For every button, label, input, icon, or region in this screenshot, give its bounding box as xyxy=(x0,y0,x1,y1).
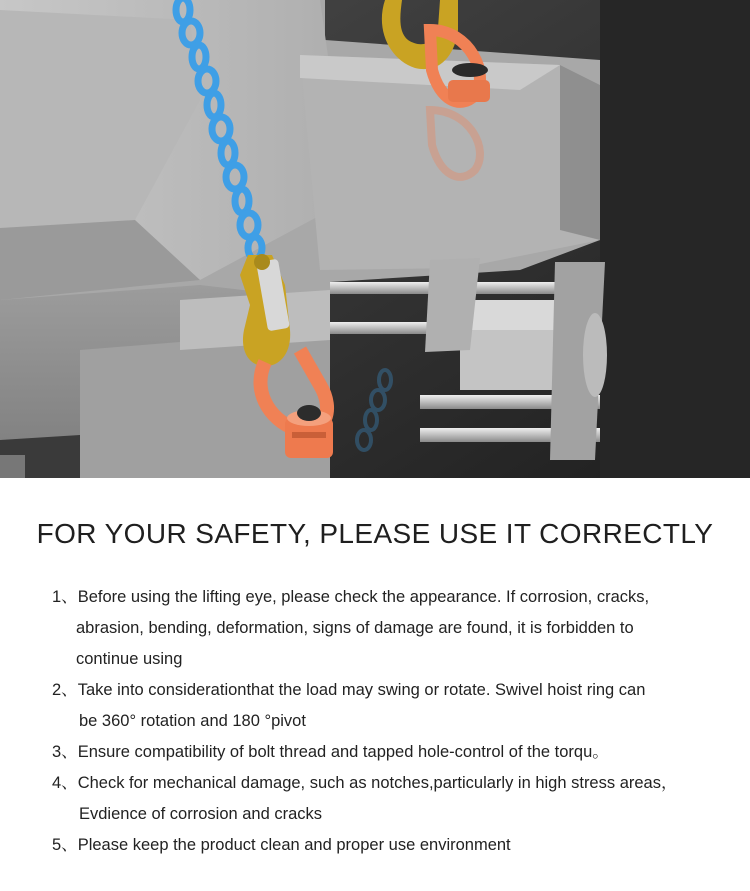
list-number: 2、 xyxy=(52,681,78,699)
list-number: 1、 xyxy=(52,588,78,606)
list-text-continued: Evdience of corrosion and cracks xyxy=(79,805,323,823)
safety-instructions-section xyxy=(0,478,750,891)
list-text: Ensure compatibility of bolt thread and tapped hole-control of the torqu。 xyxy=(77,743,609,761)
list-text-continued: abrasion, bending, deformation, signs of damage are found, it is forbidden to xyxy=(76,619,634,637)
list-item xyxy=(52,582,732,675)
list-number: 3、 xyxy=(52,743,78,761)
list-text: Take into considerationthat the load may swing or rotate. Swivel hoist ring can xyxy=(77,681,646,699)
list-text-continued: be 360° rotation and 180 °pivot xyxy=(79,712,306,730)
list-number: 5、 xyxy=(52,836,78,854)
instruction-list xyxy=(52,582,732,861)
list-item xyxy=(52,737,732,768)
list-text: Before using the lifting eye, please check the appearance. If corrosion, cracks, xyxy=(77,588,650,606)
list-text: Check for mechanical damage, such as notches,particularly in high stress areas， xyxy=(77,774,678,792)
list-item xyxy=(52,830,732,861)
list-item xyxy=(52,768,732,830)
list-number: 4、 xyxy=(52,774,78,792)
list-item xyxy=(52,675,732,737)
list-text: Please keep the product clean and proper use environment xyxy=(77,836,511,854)
section-heading: FOR YOUR SAFETY, PLEASE USE IT CORRECTLY xyxy=(36,518,714,549)
list-text-continued: continue using xyxy=(76,650,183,668)
